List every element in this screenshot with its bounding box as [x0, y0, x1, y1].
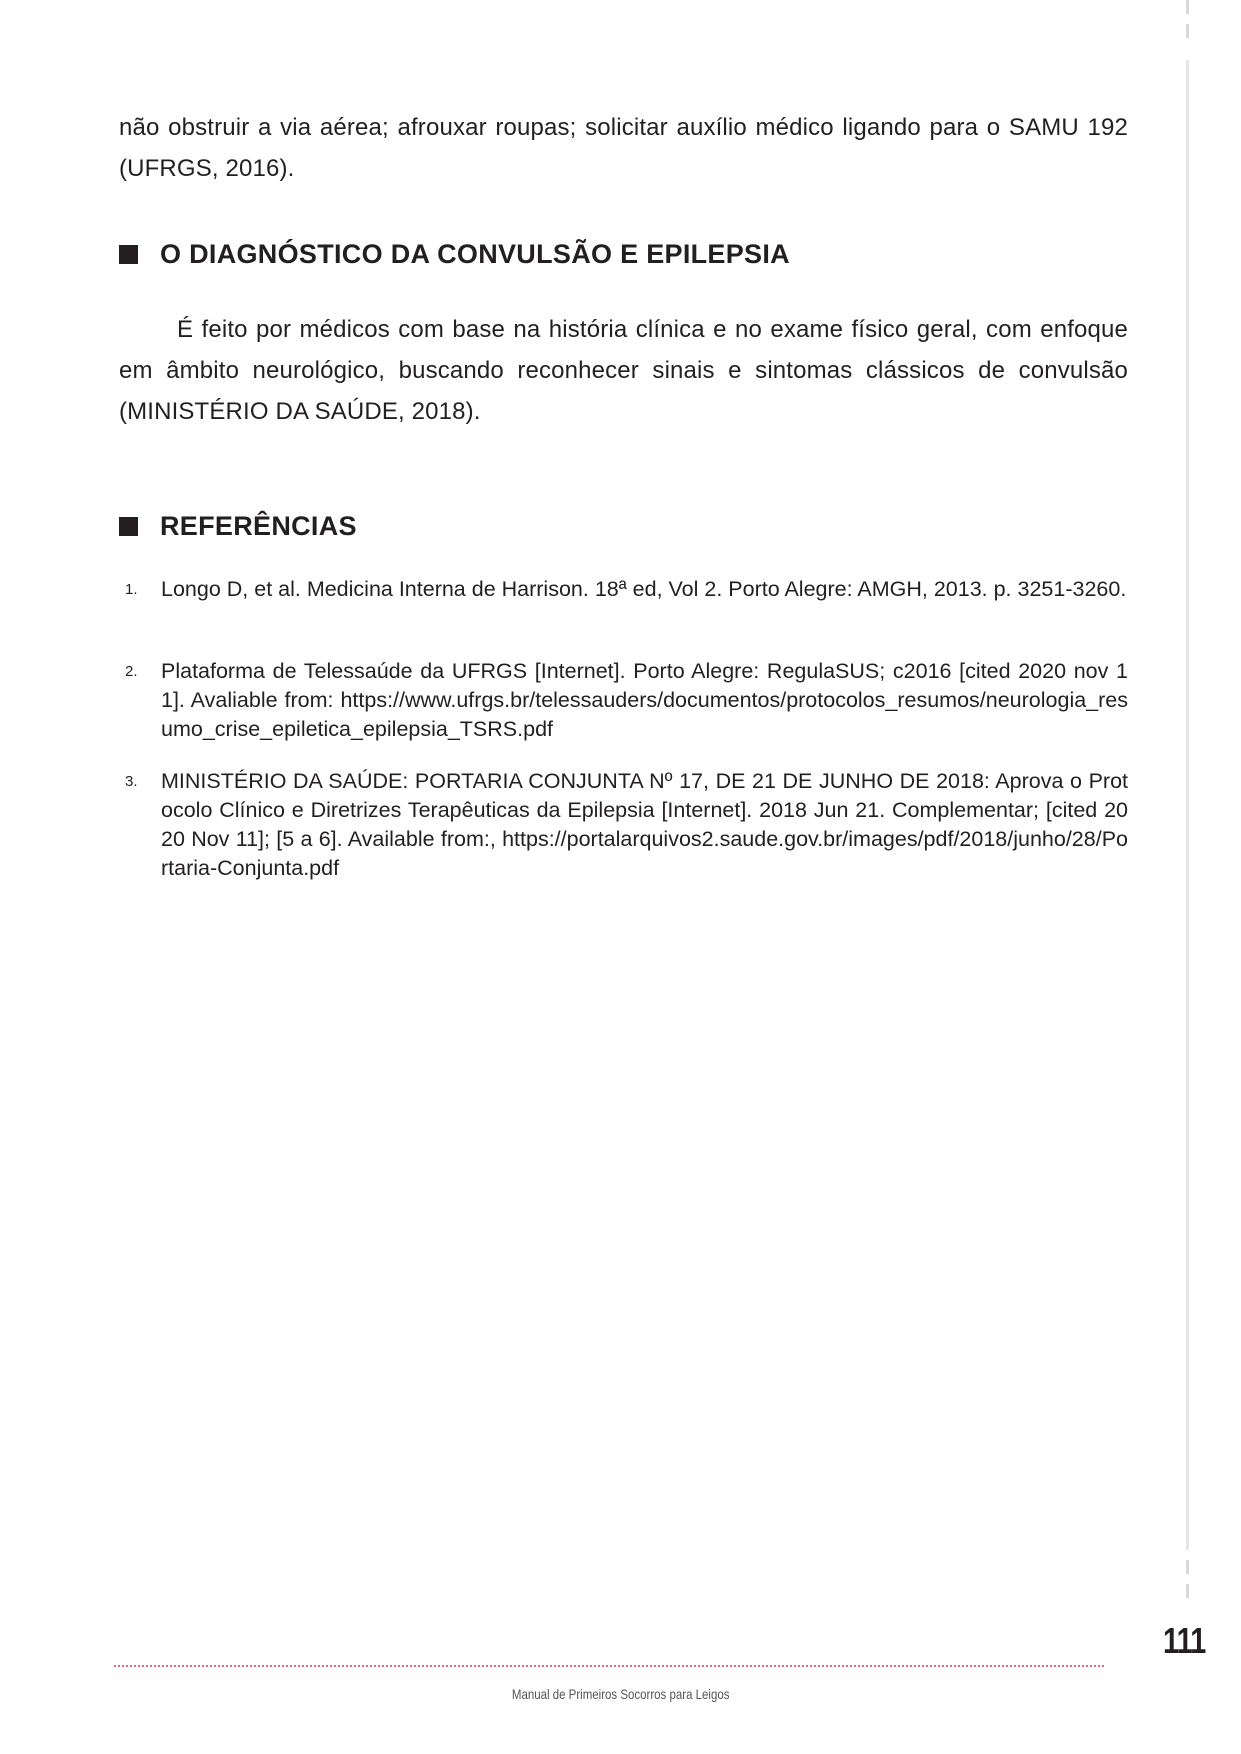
- diagnosis-heading: [119, 239, 790, 270]
- reference-number: 3.: [125, 773, 138, 790]
- right-margin-dash: [1186, 0, 1189, 14]
- reference-item: [119, 575, 1128, 604]
- right-margin-dash: [1186, 24, 1189, 38]
- footer-divider: [114, 1665, 1104, 1667]
- references-heading: [119, 511, 357, 542]
- reference-text: Longo D, et al. Medicina Interna de Harrison. 18ª ed, Vol 2. Porto Alegre: AMGH, 2013. p. 3251-3260.: [161, 577, 1127, 601]
- heading-square-icon: [119, 517, 138, 536]
- reference-number: 1.: [125, 581, 138, 598]
- reference-item: [119, 657, 1128, 744]
- reference-text: Plataforma de Telessaúde da UFRGS [Internet]. Porto Alegre: RegulaSUS; c2016 [cited 2020 nov 11]. Avaliable from: https://www.ufrgs.br/telessauders/documentos/protocolos_resumos/neurologia_resumo_crise_epiletica_epilepsia_TSRS.pdf: [161, 659, 1128, 741]
- reference-item: [119, 767, 1128, 883]
- references-heading-label: REFERÊNCIAS: [160, 511, 357, 541]
- right-margin-rule: [1186, 60, 1189, 1550]
- reference-text: MINISTÉRIO DA SAÚDE: PORTARIA CONJUNTA Nº 17, DE 21 DE JUNHO DE 2018: Aprova o Protocolo Clínico e Diretrizes Terapêuticas da Epilepsia [Internet]. 2018 Jun 21. Complementar; [cited 2020 Nov 11]; [5 a 6]. Available from:, https://portalarquivos2.saude.gov.br/images/pdf/2018/junho/28/Portaria-Conjunta.pdf: [161, 769, 1128, 880]
- footer-title: Manual de Primeiros Socorros para Leigos: [511, 1686, 730, 1702]
- diagnosis-heading-label: O DIAGNÓSTICO DA CONVULSÃO E EPILEPSIA: [160, 239, 790, 269]
- diagnosis-paragraph: É feito por médicos com base na história clínica e no exame físico geral, com enfoque em âmbito neurológico, buscando reconhecer sinais e sintomas clássicos de convulsão (MINISTÉRIO DA SAÚDE, 2018).: [119, 316, 1128, 425]
- intro-paragraph: não obstruir a via aérea; afrouxar roupas; solicitar auxílio médico ligando para o SAMU 192 (UFRGS, 2016).: [119, 114, 1128, 182]
- page-number: 111: [1163, 1620, 1206, 1661]
- right-margin-dash: [1186, 1560, 1189, 1574]
- heading-square-icon: [119, 245, 138, 264]
- footer: [0, 1686, 1241, 1702]
- reference-number: 2.: [125, 663, 138, 680]
- right-margin-dash: [1186, 1584, 1189, 1598]
